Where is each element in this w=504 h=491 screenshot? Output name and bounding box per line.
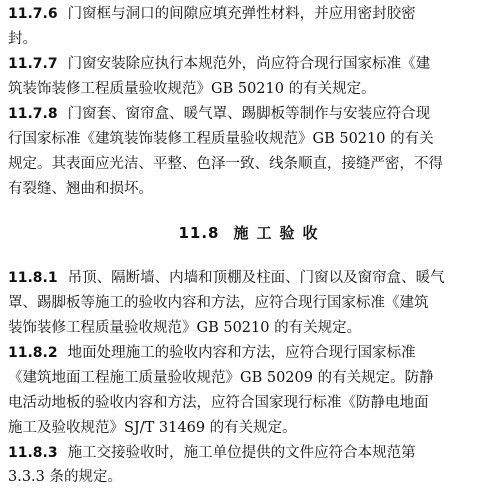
clause-text: 装饰装修工程质量验收规范》GB 50210 的有关规定。	[8, 320, 362, 336]
clause-11-8-2-line-1	[8, 341, 498, 365]
clause-text: 有裂缝、翘曲和损坏。	[8, 181, 153, 197]
clause-number: 11.8.3	[8, 445, 58, 461]
clause-text: 门窗安装除应执行本规范外，尚应符合现行国家标准《建	[67, 56, 431, 72]
clause-text: 吊顶、隔断墙、内墙和顶棚及柱面、门窗以及窗帘盒、暖气	[67, 270, 445, 286]
clause-11-8-2-line-4	[8, 416, 498, 440]
section-title: 施工验收	[233, 224, 326, 242]
clause-11-7-6-line-1	[8, 2, 498, 26]
clause-text: 封。	[8, 31, 37, 47]
section-heading	[0, 220, 504, 246]
clause-11-7-8-line-1	[8, 102, 498, 126]
clause-11-8-1-line-1	[8, 266, 498, 290]
clause-11-7-8-line-3	[8, 152, 498, 176]
clause-11-8-3-line-2	[8, 465, 498, 489]
clause-11-7-7-line-2	[8, 77, 498, 101]
clause-11-8-3-line-1	[8, 441, 498, 465]
clause-text: 《建筑地面工程施工质量验收规范》GB 50209 的有关规定。防静	[8, 370, 434, 386]
clause-11-7-8-line-2	[8, 127, 498, 151]
clause-text: 行国家标准《建筑装饰装修工程质量验收规范》GB 50210 的有关	[8, 131, 434, 147]
clause-11-8-2-line-2	[8, 366, 498, 390]
clause-text: 规定。其表面应光洁、平整、色泽一致、线条顺直，接缝严密，不得	[8, 156, 443, 172]
clause-text: 施工交接验收时，施工单位提供的文件应符合本规范第	[67, 445, 416, 461]
clause-number: 11.8.1	[8, 270, 58, 286]
clause-text: 筑装饰装修工程质量验收规范》GB 50210 的有关规定。	[8, 81, 376, 97]
clause-11-8-1-line-2	[8, 291, 498, 315]
clause-text: 地面处理施工的验收内容和方法，应符合现行国家标准	[67, 345, 416, 361]
clause-11-7-8-line-4	[8, 177, 498, 201]
clause-number: 11.7.6	[8, 6, 58, 22]
clause-11-8-2-line-3	[8, 391, 498, 415]
clause-text: 施工及验收规范》SJ/T 31469 的有关规定。	[8, 420, 297, 436]
clause-number: 11.7.7	[8, 56, 58, 72]
clause-11-8-1-line-3	[8, 316, 498, 340]
clause-11-7-7-line-1	[8, 52, 498, 76]
clause-text: 门窗框与洞口的间隙应填充弹性材料，并应用密封胶密	[67, 6, 416, 22]
clause-text: 3.3.3 条的规定。	[8, 469, 123, 485]
clause-text: 门窗套、窗帘盒、暖气罩、踢脚板等制作与安装应符合现	[67, 106, 431, 122]
section-number: 11.8	[178, 224, 220, 242]
clause-number: 11.7.8	[8, 106, 58, 122]
clause-number: 11.8.2	[8, 345, 58, 361]
clause-text: 电活动地板的验收内容和方法，应符合国家现行标准《防静电地面	[8, 395, 429, 411]
clause-11-7-6-line-2	[8, 27, 498, 51]
clause-text: 罩、踢脚板等施工的验收内容和方法，应符合现行国家标准《建筑	[8, 295, 429, 311]
